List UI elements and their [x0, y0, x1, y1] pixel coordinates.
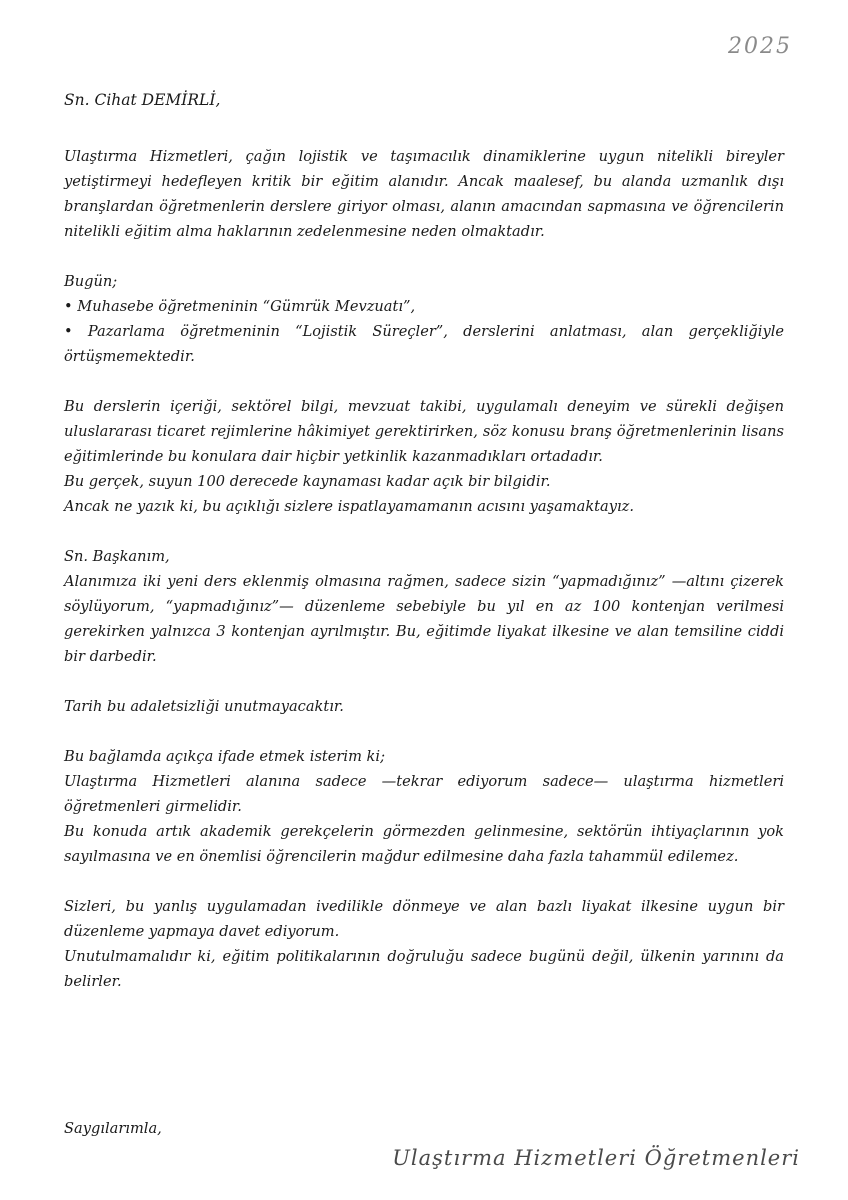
bullet-item-2: • Pazarlama öğretmeninin “Lojistik Süreçler”, derslerini anlatması, alan gerçekliğiyle örtüşmemektedir. [64, 323, 784, 365]
bullet-item-1: • Muhasebe öğretmeninin “Gümrük Mevzuatı”, [64, 298, 416, 315]
paragraph-content: Bu derslerin içeriği, sektörel bilgi, mevzuat takibi, uygulamalı deneyim ve sürekli değişen uluslararası ticaret rejimlerine hâkimiyet gerektirirken, söz konusu branş öğretmenlerinin lisans eğitimlerinde bu konulara dair hiçbir yetkinlik kazanmadıkları ortadadır. [64, 398, 784, 465]
signature: Ulaştırma Hizmetleri Öğretmenleri [392, 1146, 800, 1170]
letter-body [64, 88, 784, 994]
paragraph-conclusion: Unutulmamalıdır ki, eğitim politikalarının doğruluğu sadece bugünü değil, ülkenin yarınını da belirler. [64, 948, 784, 990]
year-stamp: 2025 [728, 34, 792, 59]
address-line: Sn. Başkanım, [64, 548, 170, 565]
closing-line: Saygılarımla, [64, 1120, 162, 1137]
paragraph-regret: Ancak ne yazık ki, bu açıklığı sizlere ispatlayamamanın acısını yaşamaktayız. [64, 498, 634, 515]
paragraph-quota: Alanımıza iki yeni ders eklenmiş olmasına rağmen, sadece sizin “yapmadığınız” —altını çizerek söylüyorum, “yapmadığınız”— düzenleme sebebiyle bu yıl en az 100 kontenjan verilmesi gerekirken yalnızca 3 kontenjan ayrılmıştır. Bu, eğitimde liyakat ilkesine ve alan temsiline ciddi bir darbedir. [64, 573, 784, 665]
today-label: Bugün; [64, 273, 118, 290]
paragraph-intro: Ulaştırma Hizmetleri, çağın lojistik ve taşımacılık dinamiklerine uygun nitelikli bireyler yetiştirmeyi hedefleyen kritik bir eğitim alanıdır. Ancak maalesef, bu alanda uzmanlık dışı branşlardan öğretmenlerin derslere giriyor olması, alanın amacından sapmasına ve öğrencilerin nitelikli eğitim alma haklarının zedelenmesine neden olmaktadır. [64, 148, 784, 240]
salutation: Sn. Cihat DEMİRLİ, [64, 91, 221, 109]
paragraph-context: Bu bağlamda açıkça ifade etmek isterim ki; [64, 748, 385, 765]
paragraph-history: Tarih bu adaletsizliği unutmayacaktır. [64, 698, 344, 715]
paragraph-fact: Bu gerçek, suyun 100 derecede kaynaması kadar açık bir bilgidir. [64, 473, 551, 490]
paragraph-invitation: Sizleri, bu yanlış uygulamadan ivedilikle dönmeye ve alan bazlı liyakat ilkesine uygun bir düzenleme yapmaya davet ediyorum. [64, 898, 784, 940]
paragraph-demand: Ulaştırma Hizmetleri alanına sadece —tekrar ediyorum sadece— ulaştırma hizmetleri öğretmenleri girmelidir. [64, 773, 784, 815]
paragraph-tolerance: Bu konuda artık akademik gerekçelerin görmezden gelinmesine, sektörün ihtiyaçlarının yok sayılmasına ve en önemlisi öğrencilerin mağdur edilmesine daha fazla tahammül edilemez. [64, 823, 784, 865]
